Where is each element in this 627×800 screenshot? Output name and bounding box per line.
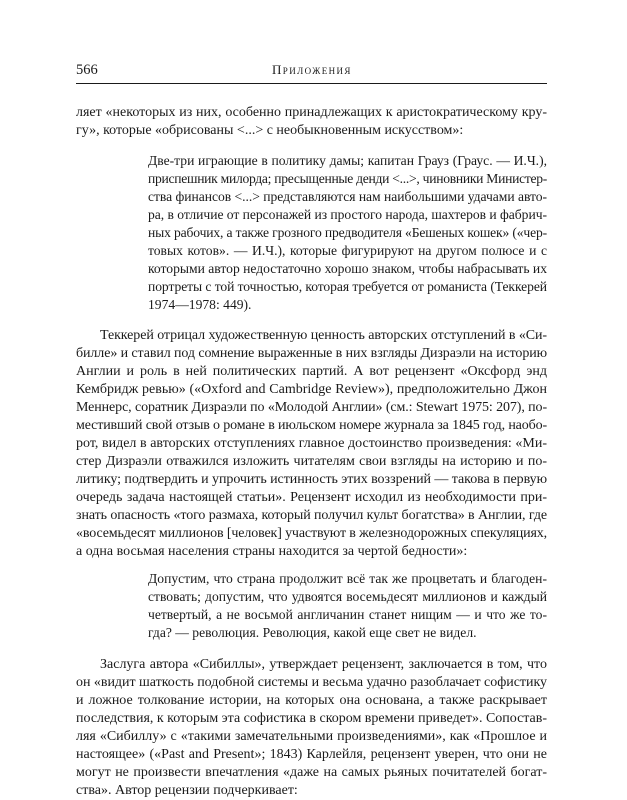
text-line: настоящее» («Past and Present»; 1843) Карлейля, рецензент уверен, что они не xyxy=(76,747,547,762)
text-line: последствия, к которым эта софистика в скором времени приведет». Сопостав- xyxy=(76,711,547,726)
quote-line: ра, в отличие от персонажей из простого народа, шахтеров и фабрич- xyxy=(148,207,547,222)
text-line: гу», которые «обрисованы <...> с необыкновенным искусством»: xyxy=(76,123,464,138)
running-title: Приложения xyxy=(272,62,352,77)
text-line: Теккерей отрицал художественную ценность авторских отступлений в «Си- xyxy=(100,328,547,343)
quote-line: ствовать; допустим, что удвоятся восемьдесят миллионов и каждый xyxy=(148,589,547,604)
text-line: он «видит шаткость подобной системы и весьма удачно разоблачает софистику xyxy=(76,675,547,690)
quote-line: Допустим, что страна продолжит всё так же процветать и благоден- xyxy=(148,571,547,586)
text-line: и ложное толкование истории, на которых она основана, а также раскрывает xyxy=(76,693,547,708)
header-rule xyxy=(76,83,547,84)
text-line: а одна восьмая населения страны находится за чертой бедности»: xyxy=(76,544,468,559)
text-line: ства». Автор рецензии подчеркивает: xyxy=(76,783,298,798)
text-line: билле» и ставил под сомнение выраженные в них взгляды Дизраэли на историю xyxy=(76,346,547,361)
text-line: Англии и роль в ней политических партий. А вот рецензент «Оксфорд энд xyxy=(76,364,547,379)
quote-line: приспешник милорда; пресыщенные денди <...>, чиновники Министер- xyxy=(148,171,547,186)
quote-line: ства финансов <...> представляются нам наибольшими удачами авто- xyxy=(148,189,547,204)
text-line: очередь задача настоящей статьи». Рецензент исходил из необходимости при- xyxy=(76,490,547,505)
quote-line: которыми автор недостаточно хорошо знаком, чтобы набрасывать их xyxy=(148,261,547,276)
text-line: стер Дизраэли отважился изложить читателям свои взгляды на историю и по- xyxy=(76,454,547,469)
text-line: Кембридж ревью» («Oxford and Cambridge Review»), предположительно Джон xyxy=(76,382,547,397)
text-line: могут не произвести впечатления «даже на самых рьяных почитателей богат- xyxy=(76,765,547,780)
text-line: ляет «некоторых из них, особенно принадлежащих к аристократическому кру- xyxy=(76,105,547,120)
text-line: Заслуга автора «Сибиллы», утверждает рецензент, заключается в том, что xyxy=(100,657,547,672)
quote-line: портреты с той точностью, которая требуется от романиста (Теккерей xyxy=(148,279,547,294)
quote-line: Две-три играющие в политику дамы; капитан Грауз (Граус. — И.Ч.), xyxy=(148,153,547,168)
quote-line: товых котов». — И.Ч.), которые фигурируют на другом полюсе и с xyxy=(148,243,547,258)
quote-line: 1974—1978: 449). xyxy=(148,297,252,312)
text-line: ляя «Сибиллу» с «такими замечательными произведениями», как «Прошлое и xyxy=(76,729,547,744)
text-line: «восемьдесят миллионов [человек] участвуют в железнодорожных спекуляциях, xyxy=(76,526,547,541)
text-line: Меннерс, соратник Дизраэли по «Молодой Англии» (см.: Stewart 1975: 207), по- xyxy=(76,400,547,415)
text-line: знать опасность «того размаха, который получил культ богатства» в Англии, где xyxy=(76,508,547,523)
quote-line: четвертый, а не восьмой англичанин станет нищим — и что же то- xyxy=(148,607,547,622)
text-line: литику; подтвердить и упрочить истинность этих воззрений — такова в первую xyxy=(76,472,547,487)
text-line: местивший свой отзыв о романе в июльском номере журнала за 1845 год, наобо- xyxy=(76,418,547,433)
text-line: рот, видел в авторских отступлениях главное достоинство произведения: «Ми- xyxy=(76,436,547,451)
quote-line: гда? — революция. Революция, какой еще свет не видел. xyxy=(148,625,477,640)
page-number: 566 xyxy=(76,62,98,78)
quote-line: ных рабочих, а также грозного предводителя «Бешеных кошек» («чер- xyxy=(148,225,547,240)
